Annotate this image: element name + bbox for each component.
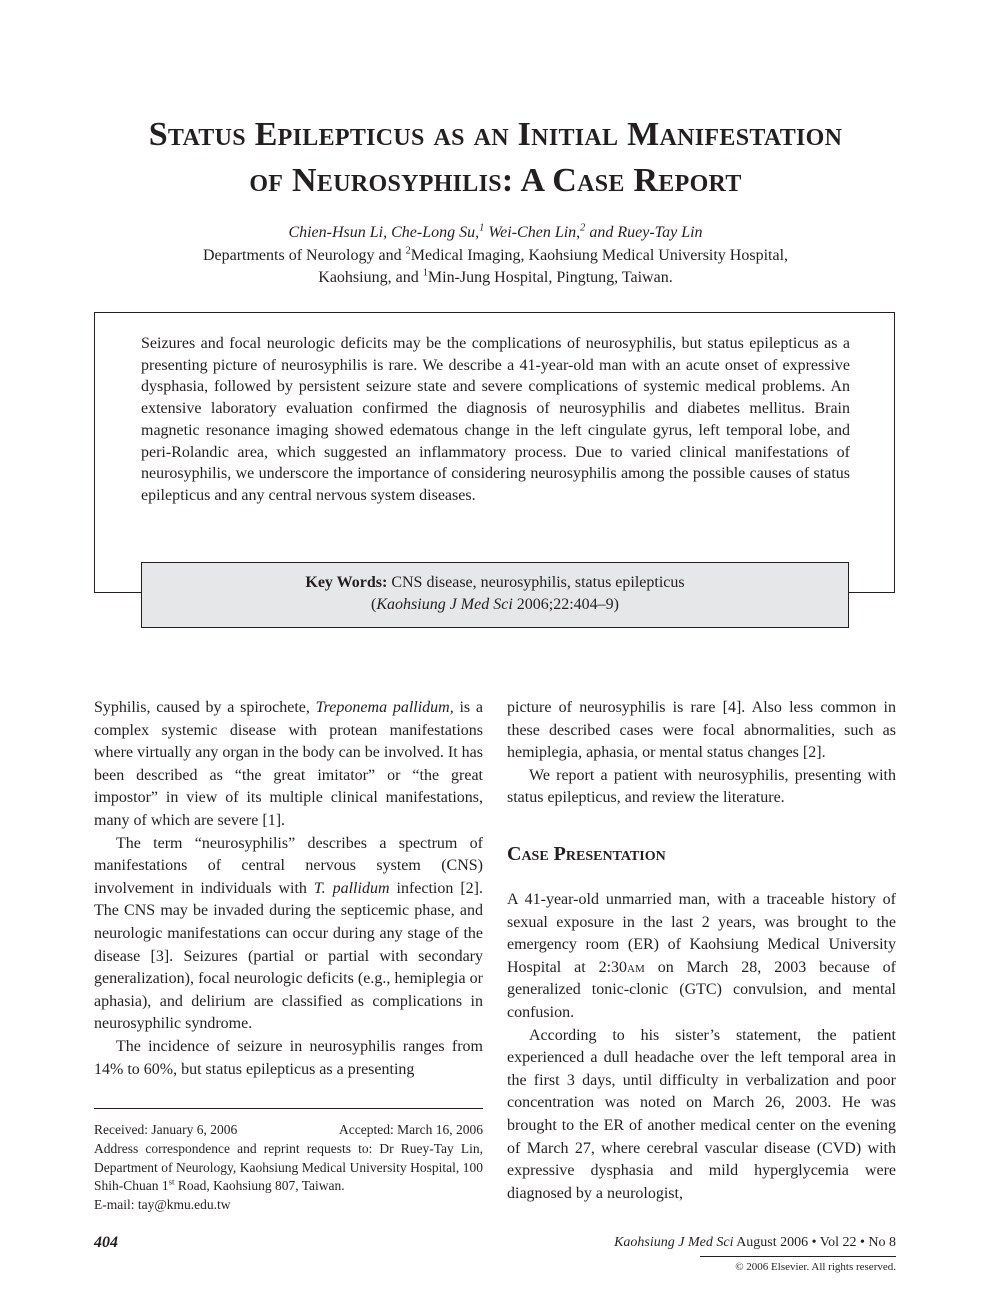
author-names [100, 222, 891, 245]
rp3-a: A 41-year-old unmarried man, with a traceable history of sexual exposure in the last 2 years, was brought to the emergency room (ER) of Kaohsiung Medical University Hospital at 2:30 [507, 890, 896, 976]
aff1-text-b: Medical Imaging, Kaohsiung Medical University Hospital, [410, 246, 789, 264]
keywords-box [141, 562, 849, 628]
lp1-a: Syphilis, caused by a spirochete, [94, 699, 316, 716]
abstract-box [94, 312, 895, 593]
author-2-sup: 2 [580, 222, 586, 234]
received-date: Received: January 6, 2006 [94, 1122, 238, 1137]
article-title [60, 112, 931, 204]
left-column [94, 697, 483, 1081]
aff1-sup: 2 [405, 245, 411, 257]
rp3-am: am [627, 958, 645, 976]
citation-open: ( [371, 595, 377, 613]
footer-divider [700, 1256, 896, 1257]
citation-rest: 2006;22:404–9) [512, 595, 619, 613]
rp3-b: on March 28, 2003 because of generalized tonic-clonic (GTC) convulsion, and mental confusion. [507, 958, 896, 1021]
keywords-text: CNS disease, neurosyphilis, status epilepticus [387, 574, 685, 591]
aff2-text-b: Min-Jung Hospital, Pingtung, Taiwan. [427, 269, 673, 286]
right-paragraph-4: According to his sister’s statement, the patient experienced a dull headache over the left temporal area in the first 3 days, until difficulty in verbalization and poor concentration was noted on March 26, 2003. He was brought to the ER of another medical center on the evening of March 27, where cerebral vascular disease (CVD) with expressive dysphasia and mild hyperglycemia were diagnosed by a neurologist, [507, 1026, 896, 1202]
lp1-b: is a complex systemic disease with protean manifestations where virtually any organ in the body can be involved. It has been described as “the great imitator” or “the great impostor” in view of its multiple clinical manifestations, many of which are severe [1]. [94, 699, 484, 829]
aff2-text: Kaohsiung, and [318, 269, 423, 286]
right-paragraph-1: picture of neurosyphilis is rare [4]. Also less common in these described cases were focal abnormalities, such as hemiplegia, aphasia, or mental status changes [2]. [507, 699, 896, 762]
journal-info [614, 1235, 896, 1251]
address-a: Address correspondence and reprint requests to: Dr Ruey-Tay Lin, Department of Neurology, Kaohsiung Medical University Hospital, 100 Shih-Chuan 1 [94, 1140, 483, 1194]
citation-line [142, 594, 848, 616]
copyright: © 2006 Elsevier. All rights reserved. [735, 1261, 896, 1273]
lp2-b: infection [2]. The CNS may be invaded during the septicemic phase, and neurologic manifestations can occur during any stage of the disease [3]. Seizures (partial or partial with secondary generalization), focal neurologic deficits (e.g., hemiplegia or aphasia), and delirium are classified as complications in neurosyphilic syndrome. [94, 879, 484, 1033]
keywords-label: Key Words: [305, 574, 388, 591]
footnote-divider [94, 1108, 483, 1109]
page-number: 404 [94, 1234, 118, 1251]
right-column [507, 697, 896, 1205]
right-paragraph-3 [507, 889, 896, 1025]
footnote-block [94, 1121, 483, 1215]
address-sup: st [168, 1176, 175, 1187]
email: E-mail: tay@kmu.edu.tw [94, 1197, 231, 1213]
footnote-dates [94, 1121, 483, 1140]
section-heading-case-presentation: Case Presentation [507, 842, 666, 865]
author-2: Wei-Chen Lin, [484, 224, 581, 241]
right-paragraph-2: We report a patient with neurosyphilis, presenting with status epilepticus, and review the literature. [507, 766, 896, 807]
lp2-a: The term “neurosyphilis” describes a spectrum of manifestations of central nervous system (CNS) involvement in individuals with [94, 834, 483, 897]
correspondence-address [94, 1140, 483, 1196]
journal-name: Kaohsiung J Med Sci [614, 1235, 734, 1250]
lp1-italic: Treponema pallidum, [315, 699, 454, 716]
keywords-line [142, 572, 848, 594]
aff2-sup: 1 [422, 267, 428, 279]
author-block [100, 222, 891, 290]
affiliation-line-2 [100, 267, 891, 290]
author-1: Chien-Hsun Li, Che-Long Su, [288, 224, 480, 241]
abstract-text: Seizures and focal neurologic deficits may be the complications of neurosyphilis, but status epilepticus as a presenting picture of neurosyphilis is rare. We describe a 41-year-old man with an acute onset of expressive dysphasia, followed by persistent seizure state and severe complications of systemic medical problems. An extensive laboratory evaluation confirmed the diagnosis of neurosyphilis and diabetes mellitus. Brain magnetic resonance imaging showed edematous change in the left cingulate gyrus, left temporal lobe, and peri-Rolandic area, which suggested an inflammatory process. Due to varied clinical manifestations of neurosyphilis, we underscore the importance of considering neurosyphilis among the possible causes of status epilepticus and any central nervous system diseases. [141, 335, 850, 504]
address-b: Road, Kaohsiung 807, Taiwan. [174, 1178, 345, 1194]
citation-journal: Kaohsiung J Med Sci [376, 595, 513, 613]
lp2-italic: T. pallidum [313, 879, 390, 897]
affiliation-line-1 [100, 245, 891, 268]
left-paragraph-2 [94, 833, 483, 1036]
left-paragraph-3: The incidence of seizure in neurosyphilis ranges from 14% to 60%, but status epilepticus as a presenting [94, 1037, 483, 1078]
accepted-date: Accepted: March 16, 2006 [339, 1122, 483, 1137]
title-line-2: of Neurosyphilis: A Case Report [249, 162, 742, 199]
aff1-text: Departments of Neurology and [202, 246, 406, 264]
journal-issue: August 2006 • Vol 22 • No 8 [733, 1235, 896, 1250]
author-1-sup: 1 [479, 222, 485, 234]
author-3: and Ruey-Tay Lin [585, 224, 703, 241]
title-line-1: Status Epilepticus as an Initial Manifestation [148, 116, 843, 153]
left-paragraph-1 [94, 697, 483, 833]
